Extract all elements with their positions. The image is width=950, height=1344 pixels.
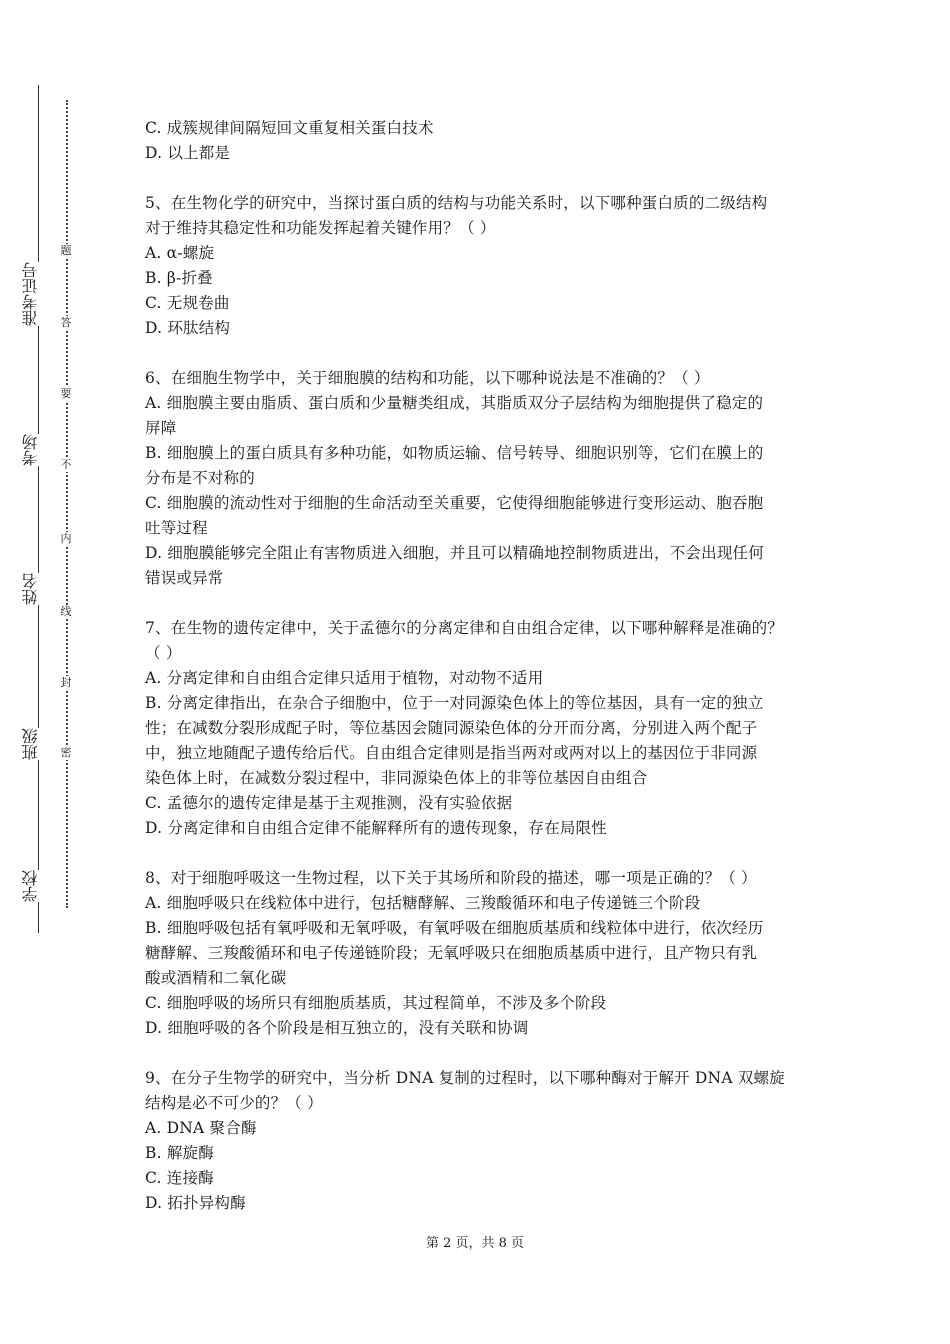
seal-char: 要: [60, 387, 72, 400]
question-stem: 8、对于细胞呼吸这一生物过程，以下关于其场所和阶段的描述，哪一项是正确的？（ ）: [145, 869, 757, 887]
option-a: A. DNA 聚合酶: [145, 1119, 257, 1137]
binding-line: [38, 85, 39, 933]
question-stem: 结构是必不可少的？（ ）: [145, 1094, 323, 1112]
option-b: B. 解旋酶: [145, 1144, 214, 1162]
page-number: 第 2 页，共 8 页: [425, 1236, 525, 1251]
option-a: A. 细胞呼吸只在线粒体中进行，包括糖酵解、三羧酸循环和电子传递链三个阶段: [145, 894, 701, 912]
seal-char: 答: [60, 316, 72, 329]
option-c: C. 细胞膜的流动性对于细胞的生命活动至关重要，它使得细胞能够进行变形运动、胞吞胞: [145, 494, 764, 512]
option-c: C. 无规卷曲: [145, 294, 230, 312]
question-7: [145, 616, 817, 841]
question-stem: 7、在生物的遗传定律中，关于孟德尔的分离定律和自由组合定律，以下哪种解释是准确的？: [145, 619, 784, 637]
option-b-cont: 染色体上时，在减数分裂过程中，非同源染色体上的非等位基因自由组合: [145, 769, 648, 787]
option-a: A. 分离定律和自由组合定律只适用于植物，对动物不适用: [145, 669, 544, 687]
option-b-cont: 酸或酒精和二氧化碳: [145, 969, 287, 987]
option-b: B. 分离定律指出，在杂合子细胞中，位于一对同源染色体上的等位基因，具有一定的独立: [145, 694, 764, 712]
question-9: [145, 1066, 817, 1216]
seal-char: 不: [60, 458, 72, 471]
seal-char: 密: [60, 746, 72, 759]
option-b: B. 细胞膜上的蛋白质具有多种功能，如物质运输、信号转导、细胞识别等，它们在膜上的: [145, 444, 764, 462]
option-b-cont: 分布是不对称的: [145, 469, 255, 487]
question-5: [145, 191, 817, 341]
exam-room-label: 考场: [21, 434, 40, 466]
option-line: C. 成簇规律间隔短回文重复相关蛋白技术: [145, 119, 434, 137]
option-b: B. β-折叠: [145, 269, 213, 287]
option-d: D. 细胞膜能够完全阻止有害物质进入细胞，并且可以精确地控制物质进出，不会出现任何: [145, 544, 764, 562]
question-8: [145, 866, 817, 1041]
option-b-cont: 性；在减数分裂形成配子时，等位基因会随同源染色体的分开而分离，分别进入两个配子: [145, 719, 758, 737]
option-d: D. 拓扑异构酶: [145, 1194, 246, 1212]
question-stem: 对于维持其稳定性和功能发挥起着关键作用？（ ）: [145, 219, 496, 237]
option-d: D. 环肽结构: [145, 319, 231, 337]
question-stem: 9、在分子生物学的研究中，当分析 DNA 复制的过程时，以下哪种酶对于解开 DNA 双螺旋: [145, 1069, 785, 1087]
seal-char: 线: [60, 605, 72, 618]
option-b: B. 细胞呼吸包括有氧呼吸和无氧呼吸，有氧呼吸在细胞质基质和线粒体中进行，依次经历: [145, 919, 764, 937]
seal-dotted-line: [66, 100, 68, 908]
question-content: [145, 116, 817, 1216]
exam-id-label: 准考证号: [21, 262, 40, 326]
option-d: D. 分离定律和自由组合定律不能解释所有的遗传现象，存在局限性: [145, 819, 607, 837]
seal-char: 题: [60, 244, 72, 257]
question-stem: 5、在生物化学的研究中，当探讨蛋白质的结构与功能关系时，以下哪种蛋白质的二级结构: [145, 194, 768, 212]
option-c: C. 孟德尔的遗传定律是基于主观推测，没有实验依据: [145, 794, 513, 812]
question-stem: （ ）: [145, 644, 182, 662]
seal-char: 内: [60, 532, 72, 545]
option-c-cont: 吐等过程: [145, 519, 208, 537]
option-b-cont: 糖酵解、三羧酸循环和电子传递链阶段；无氧呼吸只在细胞质基质中进行，且产物只有乳: [145, 944, 758, 962]
school-label: 学校: [21, 870, 40, 902]
question-stem: 6、在细胞生物学中，关于细胞膜的结构和功能，以下哪种说法是不准确的？（ ）: [145, 369, 710, 387]
option-a-cont: 屏障: [145, 419, 177, 437]
option-a: A. α-螺旋: [145, 244, 215, 262]
option-line: D. 以上都是: [145, 144, 231, 162]
option-d-cont: 错误或异常: [145, 569, 224, 587]
option-c: C. 连接酶: [145, 1169, 214, 1187]
question-6: [145, 366, 817, 591]
option-a: A. 细胞膜主要由脂质、蛋白质和少量糖类组成，其脂质双分子层结构为细胞提供了稳定的: [145, 394, 764, 412]
class-label: 班级: [21, 728, 40, 760]
option-d: D. 细胞呼吸的各个阶段是相互独立的，没有关联和协调: [145, 1019, 529, 1037]
name-label: 姓名: [21, 573, 40, 605]
option-b-cont: 中，独立地随配子遗传给后代。自由组合定律则是指当两对或两对以上的基因位于非同源: [145, 744, 758, 762]
option-c: C. 细胞呼吸的场所只有细胞质基质，其过程简单，不涉及多个阶段: [145, 994, 607, 1012]
seal-char: 封: [60, 676, 72, 689]
